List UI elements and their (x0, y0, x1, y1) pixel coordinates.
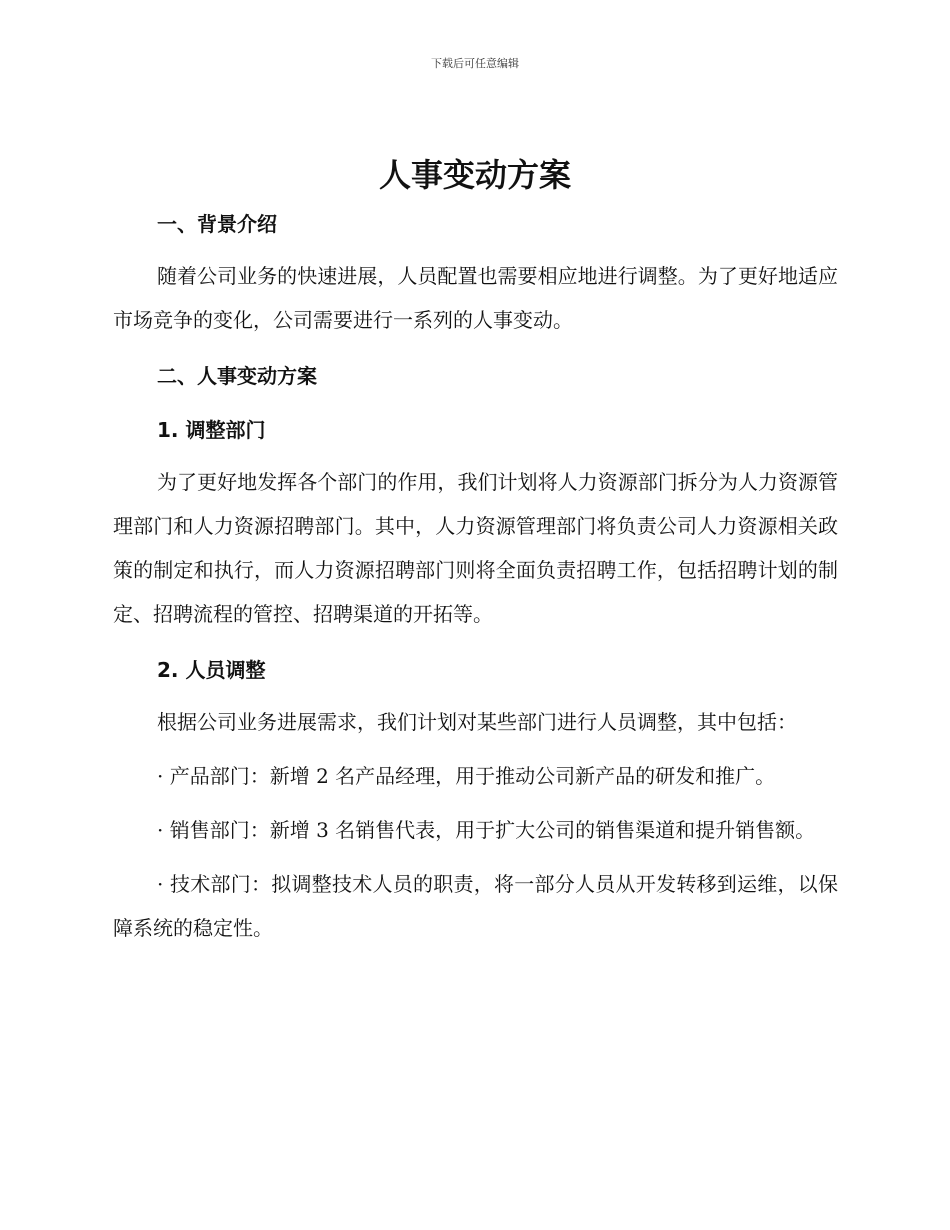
section-heading-background: 一、背景介绍 (157, 212, 277, 236)
document-title: 人事变动方案 (378, 156, 571, 194)
bullet-item-product: · 产品部门：新增 2 名产品经理，用于推动公司新产品的研发和推广。 (157, 764, 776, 788)
section-heading-plan: 二、人事变动方案 (157, 364, 317, 388)
staff-adjustment-paragraph: 根据公司业务进展需求，我们计划对某些部门进行人员调整，其中包括： (157, 710, 797, 734)
bullet-item-tech: · 技术部门：拟调整技术人员的职责，将一部分人员从开发转移到运维，以保障系统的稳定性。 (113, 872, 838, 940)
adjust-departments-paragraph: 为了更好地发挥各个部门的作用，我们计划将人力资源部门拆分为人力资源管理部门和人力资源招聘部门。其中，人力资源管理部门将负责公司人力资源相关政策的制定和执行，而人力资源招聘部门则将全面负责招聘工作，包括招聘计划的制定、招聘流程的管控、招聘渠道的开拓等。 (113, 470, 838, 626)
background-paragraph: 随着公司业务的快速进展，人员配置也需要相应地进行调整。为了更好地适应市场竞争的变化，公司需要进行一系列的人事变动。 (113, 264, 838, 332)
document-body (113, 200, 838, 950)
header-note: 下载后可任意编辑 (431, 57, 519, 70)
bullet-item-sales: · 销售部门：新增 3 名销售代表，用于扩大公司的销售渠道和提升销售额。 (157, 818, 816, 842)
subheading-staff-adjustment: 2. 人员调整 (157, 658, 266, 682)
subheading-adjust-departments: 1. 调整部门 (157, 418, 266, 442)
